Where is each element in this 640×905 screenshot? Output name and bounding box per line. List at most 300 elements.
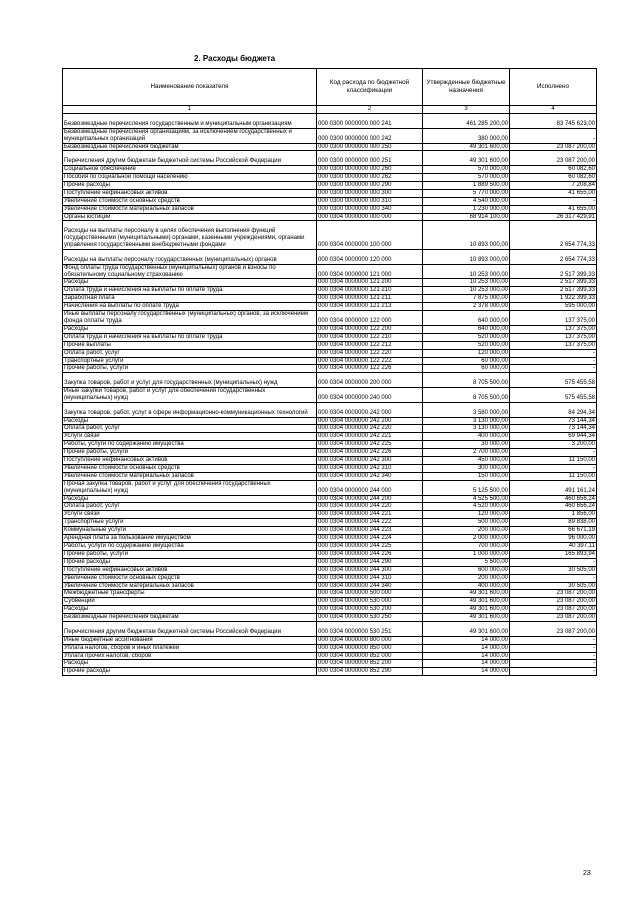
row-code: 000 0304 0000000 530 000	[317, 598, 423, 606]
table-row	[63, 325, 597, 333]
row-name: Увеличение стоимости материальных запасов	[63, 205, 317, 213]
row-executed: -	[510, 449, 597, 457]
row-executed: -	[510, 128, 597, 143]
table-row	[63, 264, 597, 279]
table-row	[63, 166, 597, 174]
table-row	[63, 311, 597, 326]
column-number: 1	[63, 106, 317, 114]
row-approved: 49 301 600,00	[423, 614, 510, 622]
column-number: 3	[423, 106, 510, 114]
row-approved: 380 000,00	[423, 128, 510, 143]
row-approved: 14 000,00	[423, 636, 510, 644]
row-executed: 2 517 399,33	[510, 287, 597, 295]
row-executed: 137 375,00	[510, 311, 597, 326]
row-name: Поступление нефинансовых активов	[63, 457, 317, 465]
row-executed: 2 517 399,33	[510, 264, 597, 279]
header-expense-code: Код расхода по бюджетной классификации	[317, 69, 423, 106]
row-name: Расходы	[63, 660, 317, 668]
row-approved: 1 230 000,00	[423, 205, 510, 213]
row-name: Услуги связи	[63, 433, 317, 441]
row-executed: 2 654 774,33	[510, 221, 597, 250]
table-row	[63, 652, 597, 660]
row-approved: 14 000,00	[423, 668, 510, 676]
row-executed: -	[510, 357, 597, 365]
row-executed: 23 087 200,00	[510, 143, 597, 151]
row-code: 000 0304 0000000 122 212	[317, 341, 423, 349]
row-approved: 4 540 000,00	[423, 197, 510, 205]
row-executed: 595 000,00	[510, 303, 597, 311]
row-executed: 137 375,00	[510, 333, 597, 341]
row-code: 000 0300 0000000 000 262	[317, 174, 423, 182]
row-executed: -	[510, 558, 597, 566]
table-row	[63, 503, 597, 511]
table-row	[63, 417, 597, 425]
table-row	[63, 189, 597, 197]
row-executed: 7 208,84	[510, 181, 597, 189]
row-code: 000 0304 0000000 120 000	[317, 249, 423, 264]
row-name: Начисления на выплаты по оплате труда	[63, 303, 317, 311]
row-code: 000 0304 0000000 100 000	[317, 221, 423, 250]
table-row	[63, 606, 597, 614]
table-row	[63, 388, 597, 403]
row-name: Работы, услуги по содержанию имущества	[63, 543, 317, 551]
table-row	[63, 151, 597, 166]
row-approved: 14 000,00	[423, 652, 510, 660]
row-name: Прочие работы, услуги	[63, 449, 317, 457]
row-name: Коммунальные услуги	[63, 527, 317, 535]
table-row	[63, 511, 597, 519]
row-code: 000 0304 0000000 240 000	[317, 388, 423, 403]
row-code: 000 0304 0000000 244 221	[317, 511, 423, 519]
table-row	[63, 287, 597, 295]
row-executed: 84 294,34	[510, 402, 597, 417]
row-approved: 5 500,00	[423, 558, 510, 566]
row-name: Поступление нефинансовых активов	[63, 566, 317, 574]
row-executed: 23 087 200,00	[510, 598, 597, 606]
row-approved: 2 700 000,00	[423, 449, 510, 457]
row-code: 000 0304 0000000 244 000	[317, 480, 423, 495]
expenditures-table	[62, 68, 597, 676]
row-executed: -	[510, 636, 597, 644]
row-code: 000 0300 0000000 000 300	[317, 189, 423, 197]
row-approved: 400 000,00	[423, 433, 510, 441]
row-name: Расходы	[63, 279, 317, 287]
row-code: 000 0304 0000000 244 222	[317, 519, 423, 527]
row-name: Уплата прочих налогов, сборов	[63, 652, 317, 660]
row-name: Транспортные услуги	[63, 519, 317, 527]
table-row	[63, 221, 597, 250]
table-row	[63, 114, 597, 129]
row-approved: 8 705 500,00	[423, 388, 510, 403]
row-executed: 575 455,58	[510, 373, 597, 388]
row-name: Увеличение стоимости материальных запасов	[63, 472, 317, 480]
table-row	[63, 644, 597, 652]
row-code: 000 0300 0000000 000 290	[317, 181, 423, 189]
table-row	[63, 495, 597, 503]
row-name: Перечисления другим бюджетам бюджетной системы Российской Федерации	[63, 151, 317, 166]
row-name: Расходы	[63, 417, 317, 425]
row-code: 000 0304 0000000 244 225	[317, 543, 423, 551]
row-executed: -	[510, 574, 597, 582]
table-row	[63, 574, 597, 582]
row-executed: 30 505,00	[510, 566, 597, 574]
row-code: 000 0304 0000000 244 290	[317, 558, 423, 566]
row-executed: 460 656,24	[510, 495, 597, 503]
row-code: 000 0304 0000000 850 000	[317, 644, 423, 652]
row-code: 000 0304 0000000 121 211	[317, 295, 423, 303]
row-name: Субвенции	[63, 598, 317, 606]
row-code: 000 0304 0000000 121 213	[317, 303, 423, 311]
row-approved: 68 914 100,00	[423, 213, 510, 221]
header-approved: Утвержденные бюджетные назначения	[423, 69, 510, 106]
table-row	[63, 174, 597, 182]
row-approved: 49 301 600,00	[423, 151, 510, 166]
row-approved: 2 378 000,00	[423, 303, 510, 311]
row-name: Увеличение стоимости основных средств	[63, 197, 317, 205]
row-code: 000 0304 0000000 244 224	[317, 535, 423, 543]
row-code: 000 0304 0000000 000 000	[317, 213, 423, 221]
table-row	[63, 582, 597, 590]
page-number: 23	[583, 870, 591, 877]
row-code: 000 0304 0000000 122 220	[317, 349, 423, 357]
row-approved: 700 000,00	[423, 543, 510, 551]
row-approved: 120 000,00	[423, 349, 510, 357]
table-row	[63, 197, 597, 205]
row-code: 000 0304 0000000 530 200	[317, 606, 423, 614]
row-code: 000 0304 0000000 242 310	[317, 464, 423, 472]
row-executed: 165 893,94	[510, 550, 597, 558]
row-approved: 500 000,00	[423, 519, 510, 527]
row-name: Расходы на выплаты персоналу в целях обеспечения выполнения функций государственными (муниципальными) органами, казенными учреждениями, органами управления государственными внебюджетными фондами	[63, 221, 317, 250]
row-approved: 5 125 500,00	[423, 480, 510, 495]
table-row	[63, 598, 597, 606]
row-executed: 491 161,24	[510, 480, 597, 495]
row-name: Фонд оплаты труда государственных (муниципальных) органов и взносы по обязательному социальному страхованию	[63, 264, 317, 279]
table-row	[63, 668, 597, 676]
table-row	[63, 622, 597, 637]
row-code: 000 0300 0000000 000 242	[317, 128, 423, 143]
table-row	[63, 590, 597, 598]
row-name: Безвозмездные перечисления бюджетам	[63, 143, 317, 151]
row-code: 000 0304 0000000 122 226	[317, 365, 423, 373]
table-row	[63, 249, 597, 264]
row-approved: 520 000,00	[423, 341, 510, 349]
row-executed: 40 397,11	[510, 543, 597, 551]
row-code: 000 0304 0000000 852 000	[317, 652, 423, 660]
row-approved: 4 525 500,00	[423, 495, 510, 503]
row-name: Закупка товаров, работ, услуг в сфере информационно-коммуникационных технологий	[63, 402, 317, 417]
row-name: Закупка товаров, работ и услуг для государственных (муниципальных) нужд	[63, 373, 317, 388]
row-approved: 8 705 500,00	[423, 373, 510, 388]
table-row	[63, 373, 597, 388]
row-name: Безвозмездные перечисления бюджетам	[63, 614, 317, 622]
table-row	[63, 357, 597, 365]
table-row	[63, 449, 597, 457]
table-row	[63, 558, 597, 566]
row-approved: 570 000,00	[423, 166, 510, 174]
row-executed: 1 856,00	[510, 511, 597, 519]
row-code: 000 0304 0000000 530 250	[317, 614, 423, 622]
row-name: Органы юстиции	[63, 213, 317, 221]
row-approved: 200 000,00	[423, 527, 510, 535]
table-row	[63, 472, 597, 480]
row-name: Расходы	[63, 606, 317, 614]
row-executed: 11 150,00	[510, 457, 597, 465]
row-name: Иные бюджетные ассигнования	[63, 636, 317, 644]
row-code: 000 0304 0000000 242 200	[317, 417, 423, 425]
row-approved: 520 000,00	[423, 333, 510, 341]
table-row	[63, 279, 597, 287]
table-row	[63, 464, 597, 472]
row-name: Работы, услуги по содержанию имущества	[63, 441, 317, 449]
row-code: 000 0304 0000000 121 210	[317, 287, 423, 295]
row-executed: -	[510, 349, 597, 357]
row-name: Прочая закупка товаров, работ и услуг для обеспечения государственных (муниципальных) нужд	[63, 480, 317, 495]
row-executed: 23 087 200,00	[510, 590, 597, 598]
row-code: 000 0304 0000000 244 340	[317, 582, 423, 590]
row-executed: 23 087 200,00	[510, 151, 597, 166]
table-row	[63, 566, 597, 574]
row-code: 000 0304 0000000 244 223	[317, 527, 423, 535]
row-name: Услуги связи	[63, 511, 317, 519]
column-number-row	[63, 106, 597, 114]
row-executed: 137 375,00	[510, 325, 597, 333]
row-approved: 1 000 000,00	[423, 550, 510, 558]
column-number: 4	[510, 106, 597, 114]
row-approved: 450 000,00	[423, 457, 510, 465]
row-executed: 30 505,00	[510, 582, 597, 590]
table-row	[63, 341, 597, 349]
row-executed: 73 144,34	[510, 425, 597, 433]
row-executed: 60 082,60	[510, 174, 597, 182]
row-approved: 150 000,00	[423, 472, 510, 480]
row-code: 000 0304 0000000 500 000	[317, 590, 423, 598]
table-row	[63, 519, 597, 527]
row-code: 000 0304 0000000 244 200	[317, 495, 423, 503]
row-approved: 461 285 200,00	[423, 114, 510, 129]
table-row	[63, 128, 597, 143]
row-approved: 120 000,00	[423, 511, 510, 519]
row-code: 000 0304 0000000 852 290	[317, 668, 423, 676]
header-executed: Исполнено	[510, 69, 597, 106]
table-row	[63, 636, 597, 644]
row-name: Оплата работ, услуг	[63, 425, 317, 433]
column-number: 2	[317, 106, 423, 114]
row-code: 000 0304 0000000 122 200	[317, 325, 423, 333]
row-approved: 3 130 000,00	[423, 425, 510, 433]
row-executed: 69 944,34	[510, 433, 597, 441]
table-row	[63, 480, 597, 495]
row-executed: 89 838,00	[510, 519, 597, 527]
row-name: Оплата работ, услуг	[63, 503, 317, 511]
row-executed: -	[510, 660, 597, 668]
row-executed: -	[510, 197, 597, 205]
table-row	[63, 181, 597, 189]
row-code: 000 0304 0000000 244 300	[317, 566, 423, 574]
row-executed: 73 144,34	[510, 417, 597, 425]
row-approved: 4 520 000,00	[423, 503, 510, 511]
row-approved: 5 770 000,00	[423, 189, 510, 197]
row-code: 000 0304 0000000 242 226	[317, 449, 423, 457]
row-executed: -	[510, 668, 597, 676]
row-code: 000 0304 0000000 800 000	[317, 636, 423, 644]
row-code: 000 0300 0000000 000 340	[317, 205, 423, 213]
row-name: Иные выплаты персоналу государственных (муниципальных) органов, за исключением фонда оплаты труда	[63, 311, 317, 326]
row-code: 000 0304 0000000 122 222	[317, 357, 423, 365]
row-name: Межбюджетные трансферты	[63, 590, 317, 598]
row-executed: 66 671,19	[510, 527, 597, 535]
row-code: 000 0304 0000000 242 225	[317, 441, 423, 449]
row-executed: 11 150,00	[510, 472, 597, 480]
row-code: 000 0304 0000000 121 000	[317, 264, 423, 279]
row-name: Увеличение стоимости основных средств	[63, 574, 317, 582]
row-name: Социальное обеспечение	[63, 166, 317, 174]
row-approved: 10 893 000,00	[423, 221, 510, 250]
row-executed: -	[510, 644, 597, 652]
row-executed: 83 745 623,00	[510, 114, 597, 129]
row-approved: 10 253 000,00	[423, 287, 510, 295]
row-executed: 3 200,00	[510, 441, 597, 449]
row-name: Безвозмездные перечисления государственным и муниципальным организациям	[63, 114, 317, 129]
table-row	[63, 550, 597, 558]
row-executed: 460 656,24	[510, 503, 597, 511]
row-executed: 26 317 429,91	[510, 213, 597, 221]
table-row	[63, 425, 597, 433]
row-approved: 300 000,00	[423, 464, 510, 472]
row-code: 000 0300 0000000 000 260	[317, 166, 423, 174]
row-code: 000 0300 0000000 000 250	[317, 143, 423, 151]
row-executed: 2 517 399,33	[510, 279, 597, 287]
row-name: Прочие расходы	[63, 558, 317, 566]
row-executed: 60 082,60	[510, 166, 597, 174]
table-row	[63, 535, 597, 543]
row-executed: 41 655,00	[510, 189, 597, 197]
row-code: 000 0300 0000000 000 241	[317, 114, 423, 129]
row-approved: 49 301 600,00	[423, 606, 510, 614]
row-name: Расходы на выплаты персоналу государственных (муниципальных) органов	[63, 249, 317, 264]
table-row	[63, 441, 597, 449]
row-code: 000 0304 0000000 122 000	[317, 311, 423, 326]
table-row	[63, 295, 597, 303]
row-approved: 60 000,00	[423, 365, 510, 373]
row-approved: 10 253 000,00	[423, 264, 510, 279]
row-approved: 10 893 000,00	[423, 249, 510, 264]
row-name: Уплата налогов, сборов и иных платежей	[63, 644, 317, 652]
row-code: 000 0304 0000000 242 000	[317, 402, 423, 417]
row-approved: 600 000,00	[423, 566, 510, 574]
row-code: 000 0304 0000000 200 000	[317, 373, 423, 388]
row-executed: 575 455,58	[510, 388, 597, 403]
table-row	[63, 213, 597, 221]
row-name: Прочие работы, услуги	[63, 365, 317, 373]
row-name: Заработная плата	[63, 295, 317, 303]
row-code: 000 0300 0000000 000 251	[317, 151, 423, 166]
table-row	[63, 457, 597, 465]
row-executed: 1 922 399,33	[510, 295, 597, 303]
row-executed: -	[510, 365, 597, 373]
row-name: Арендная плата за пользование имуществом	[63, 535, 317, 543]
row-code: 000 0304 0000000 530 251	[317, 622, 423, 637]
table-row	[63, 527, 597, 535]
row-approved: 14 000,00	[423, 644, 510, 652]
row-code: 000 0304 0000000 244 220	[317, 503, 423, 511]
row-name: Оплата работ, услуг	[63, 349, 317, 357]
row-executed: 23 087 200,00	[510, 622, 597, 637]
row-approved: 200 000,00	[423, 574, 510, 582]
table-row	[63, 333, 597, 341]
row-approved: 10 253 000,00	[423, 279, 510, 287]
row-name: Расходы	[63, 495, 317, 503]
table-row	[63, 402, 597, 417]
row-executed: 96 000,00	[510, 535, 597, 543]
row-approved: 49 301 600,00	[423, 598, 510, 606]
row-code: 000 0304 0000000 852 200	[317, 660, 423, 668]
row-code: 000 0300 0000000 000 310	[317, 197, 423, 205]
row-name: Иные закупки товаров, работ и услуг для обеспечения государственных (муниципальных) нужд	[63, 388, 317, 403]
row-executed: 137 375,00	[510, 341, 597, 349]
row-code: 000 0304 0000000 244 310	[317, 574, 423, 582]
table-header-row	[63, 69, 597, 106]
row-executed: -	[510, 652, 597, 660]
table-row	[63, 543, 597, 551]
row-approved: 640 000,00	[423, 311, 510, 326]
row-code: 000 0304 0000000 242 300	[317, 457, 423, 465]
row-name: Прочие работы, услуги	[63, 550, 317, 558]
table-row	[63, 143, 597, 151]
row-executed: 23 087 200,00	[510, 606, 597, 614]
section-title: 2. Расходы бюджета	[194, 54, 276, 63]
row-name: Транспортные услуги	[63, 357, 317, 365]
row-approved: 570 000,00	[423, 174, 510, 182]
header-indicator-name: Наименование показателя	[63, 69, 317, 106]
row-approved: 3 130 000,00	[423, 417, 510, 425]
row-approved: 49 301 600,00	[423, 143, 510, 151]
row-approved: 3 580 000,00	[423, 402, 510, 417]
table-row	[63, 660, 597, 668]
row-approved: 2 000 000,00	[423, 535, 510, 543]
row-name: Увеличение стоимости основных средств	[63, 464, 317, 472]
row-name: Поступление нефинансовых активов	[63, 189, 317, 197]
row-name: Оплата труда и начисления на выплаты по оплате труда	[63, 287, 317, 295]
row-approved: 60 000,00	[423, 357, 510, 365]
row-name: Перечисления другим бюджетам бюджетной системы Российской Федерации	[63, 622, 317, 637]
row-code: 000 0304 0000000 121 200	[317, 279, 423, 287]
row-code: 000 0304 0000000 242 340	[317, 472, 423, 480]
row-approved: 49 301 600,00	[423, 590, 510, 598]
row-name: Расходы	[63, 325, 317, 333]
row-name: Прочие расходы	[63, 181, 317, 189]
row-approved: 1 889 500,00	[423, 181, 510, 189]
table-row	[63, 303, 597, 311]
row-code: 000 0304 0000000 242 221	[317, 433, 423, 441]
row-approved: 7 875 000,00	[423, 295, 510, 303]
table-row	[63, 614, 597, 622]
table-row	[63, 349, 597, 357]
row-executed: -	[510, 464, 597, 472]
row-name: Оплата труда и начисления на выплаты по оплате труда	[63, 333, 317, 341]
row-name: Пособия по социальной помощи населению	[63, 174, 317, 182]
row-code: 000 0304 0000000 242 220	[317, 425, 423, 433]
row-name: Увеличение стоимости материальных запасов	[63, 582, 317, 590]
table-row	[63, 365, 597, 373]
row-name: Прочие расходы	[63, 668, 317, 676]
row-executed: 41 655,00	[510, 205, 597, 213]
row-name: Безвозмездные перечисления организациям, за исключением государственных и муниципальных организаций	[63, 128, 317, 143]
row-approved: 640 000,00	[423, 325, 510, 333]
row-code: 000 0304 0000000 122 210	[317, 333, 423, 341]
row-executed: 23 087 200,00	[510, 614, 597, 622]
row-approved: 30 000,00	[423, 441, 510, 449]
